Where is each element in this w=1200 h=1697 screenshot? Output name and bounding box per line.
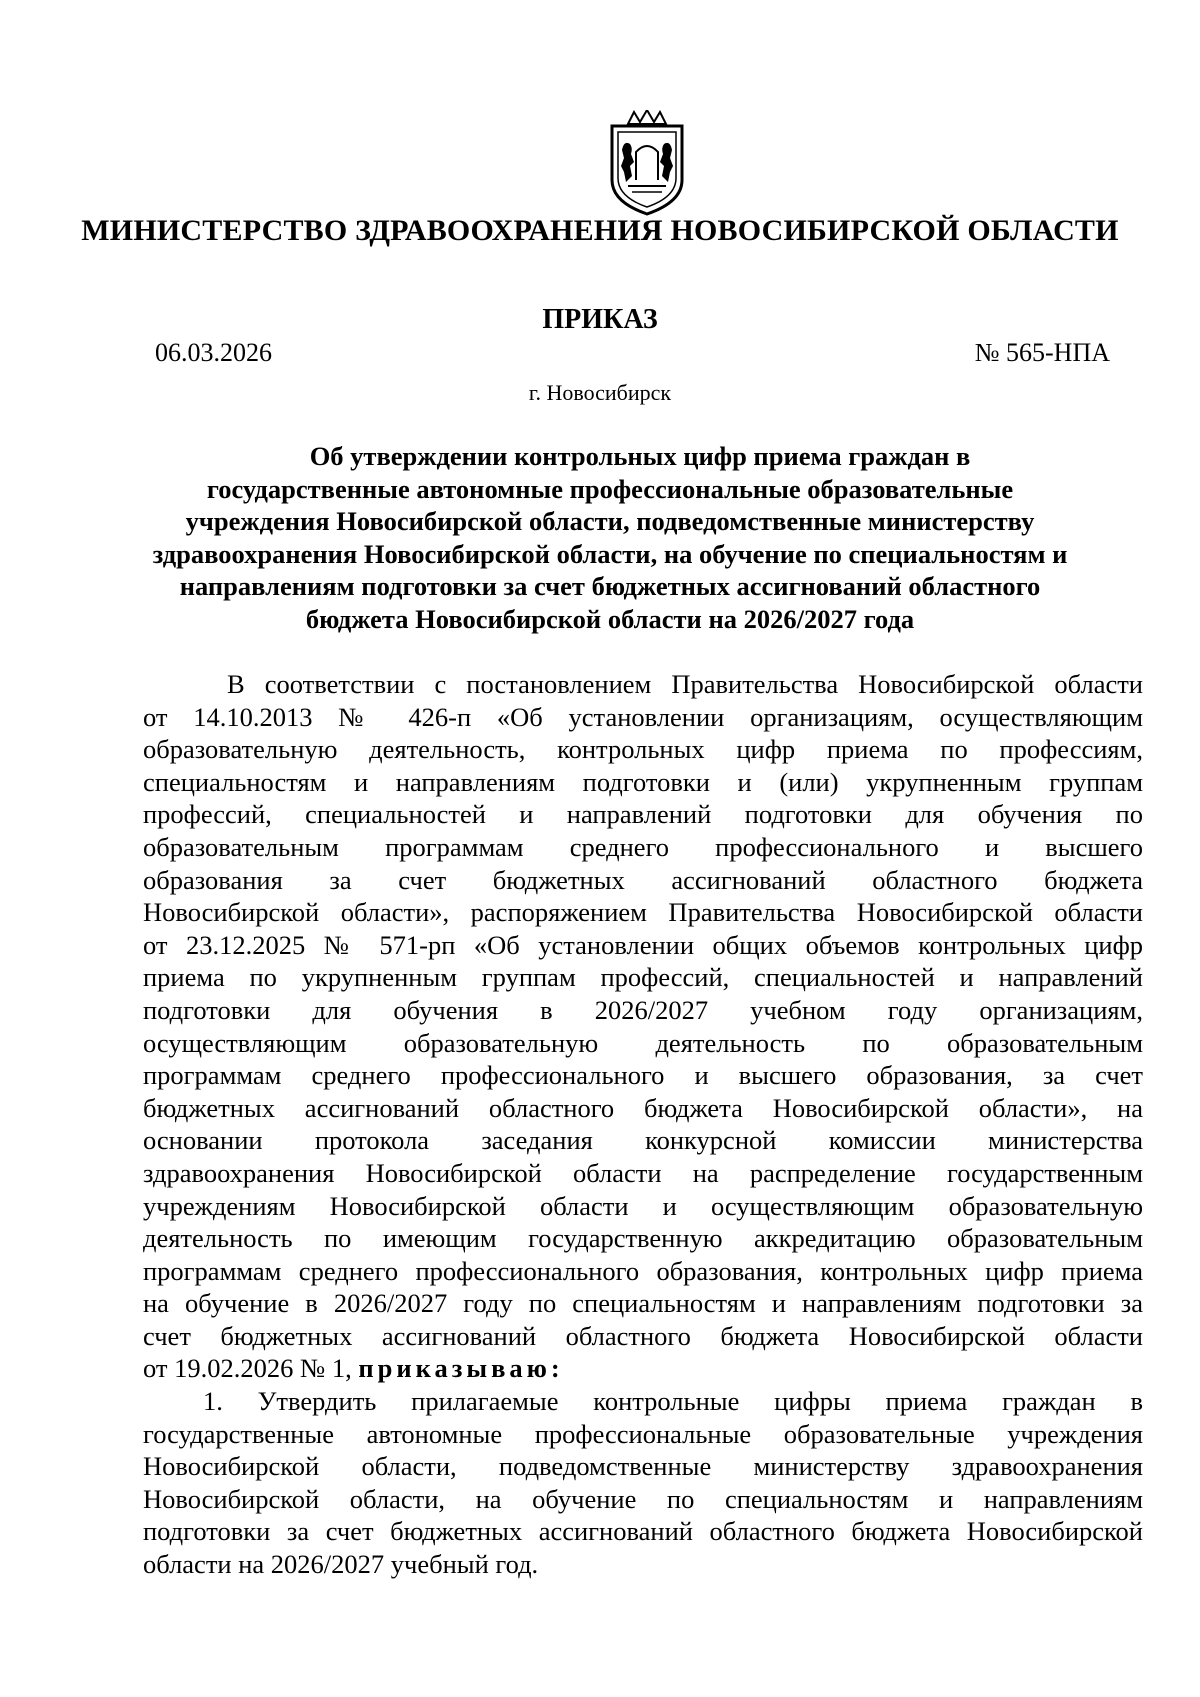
preamble-line: приема по укрупненным группам профессий, специальностей и направлений: [143, 962, 1143, 993]
item-line: Новосибирской области, на обучение по специальностям и направлениям: [143, 1483, 1143, 1514]
preamble-line: счет бюджетных ассигнований областного бюджета Новосибирской области: [143, 1320, 1143, 1351]
preamble-line: В соответствии с постановлением Правительства Новосибирской области: [227, 669, 1143, 699]
subject-line: направлениям подготовки за счет бюджетных ассигнований областного: [179, 571, 1041, 601]
preamble-line: подготовки для обучения в 2026/2027 учебном году организациям,: [143, 994, 1143, 1025]
order-city: г. Новосибирск: [528, 380, 672, 405]
preamble-line: от 23.12.2025 № 571-рп «Об установлении общих объемов контрольных цифр: [143, 929, 1143, 960]
preamble-line: бюджетных ассигнований областного бюджета Новосибирской области», на: [143, 1092, 1143, 1123]
preamble-line: на обучение в 2026/2027 году по специальностям и направлениям подготовки за: [143, 1288, 1143, 1319]
preamble-line: образования за счет бюджетных ассигнований областного бюджета: [143, 864, 1143, 895]
ministry-title: МИНИСТЕРСТВО ЗДРАВООХРАНЕНИЯ НОВОСИБИРСКОЙ ОБЛАСТИ: [81, 214, 1119, 247]
preamble-line: профессий, специальностей и направлений подготовки для обучения по: [143, 799, 1143, 830]
item-line: Новосибирской области, подведомственные министерству здравоохранения: [143, 1451, 1143, 1482]
subject-line: учреждения Новосибирской области, подведомственные министерству: [185, 506, 1035, 536]
subject-line: здравоохранения Новосибирской области, на обучение по специальностям и: [152, 538, 1068, 569]
preamble-line: деятельность по имеющим государственную аккредитацию образовательным: [143, 1223, 1143, 1254]
item-line: государственные автономные профессиональные образовательные учреждения: [143, 1418, 1143, 1449]
coat-of-arms-icon: [606, 110, 688, 218]
item-line: подготовки за счет бюджетных ассигнований областного бюджета Новосибирской: [143, 1516, 1143, 1547]
order-number: № 565-НПА: [974, 338, 1110, 367]
preamble-line: основании протокола заседания конкурсной комиссии министерства: [143, 1125, 1143, 1156]
preamble-line: от 14.10.2013 № 426-п «Об установлении организациям, осуществляющим: [143, 701, 1143, 732]
order-date: 06.03.2026: [155, 338, 272, 367]
preamble-line: образовательным программам среднего профессионального и высшего: [143, 831, 1143, 862]
preamble-last-line: [143, 1352, 1143, 1385]
document-type: ПРИКАЗ: [542, 304, 658, 335]
order-subject: [150, 440, 1070, 635]
preamble-line: учреждениям Новосибирской области и осуществляющим образовательную: [143, 1190, 1143, 1221]
subject-line: государственные автономные профессиональные образовательные: [206, 473, 1014, 504]
order-body: [143, 668, 1143, 1581]
preamble-line: Новосибирской области», распоряжением Правительства Новосибирской области: [143, 897, 1143, 928]
preamble-paragraph: [143, 668, 1143, 1385]
preamble-line: образовательную деятельность, контрольных цифр приема по профессиям,: [143, 734, 1143, 765]
item-1-paragraph: [143, 1385, 1143, 1581]
preamble-line: специальностям и направлениям подготовки и (или) укрупненным группам: [143, 766, 1143, 797]
preamble-line: программам среднего профессионального образования, контрольных цифр приема: [143, 1255, 1143, 1286]
item-line: области на 2026/2027 учебный год.: [143, 1549, 539, 1580]
protocol-reference: от 19.02.2026 № 1,: [143, 1353, 352, 1384]
subject-line: бюджета Новосибирской области на 2026/2027 года: [305, 603, 915, 634]
preamble-line: здравоохранения Новосибирской области на распределение государственным: [143, 1157, 1143, 1188]
preamble-line: осуществляющим образовательную деятельность по образовательным: [143, 1027, 1143, 1058]
preamble-line: программам среднего профессионального и высшего образования, за счет: [143, 1060, 1143, 1091]
subject-line: Об утверждении контрольных цифр приема граждан в: [309, 441, 971, 471]
item-line: 1. Утвердить прилагаемые контрольные цифры приема граждан в: [203, 1386, 1143, 1417]
order-action: приказываю:: [358, 1353, 564, 1384]
